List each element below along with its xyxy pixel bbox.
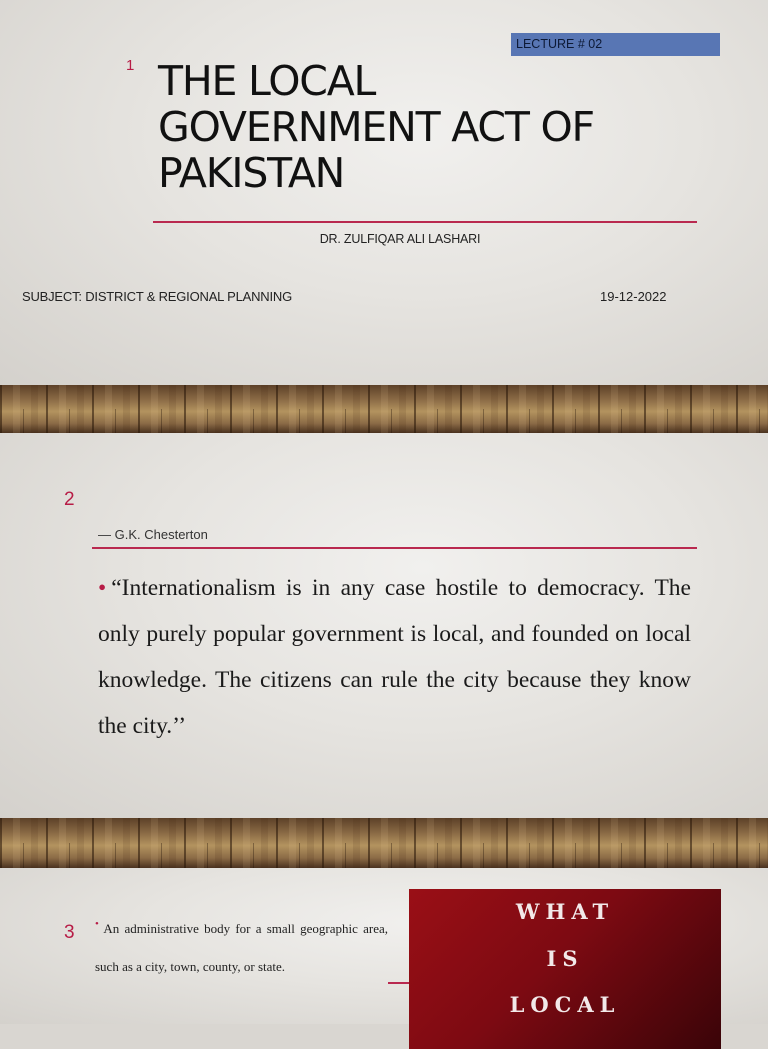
author-name: DR. ZULFIQAR ALI LASHARI [319, 232, 481, 246]
title-line: GOVERNMENT ACT OF [158, 103, 594, 151]
title-line: THE LOCAL [158, 57, 376, 105]
lecture-label: LECTURE # 02 [511, 33, 720, 56]
slide-title [158, 58, 718, 196]
heading-word: LOCAL [509, 992, 621, 1017]
quote-attribution: — G.K. Chesterton [98, 527, 208, 542]
definition-text: An administrative body for a small geographic area, such as a city, town, county, or state. [95, 921, 388, 974]
heading-word: IS [546, 946, 584, 971]
slide-number: 3 [64, 922, 75, 943]
heading-word: WHAT [515, 899, 615, 924]
quote-text: “Internationalism is in any case hostile to democracy. The only purely popular government is local, and founded on local knowledge. The citizens can rule the city because they know the city.’’ [98, 575, 691, 739]
title-line: PAKISTAN [158, 149, 345, 197]
quote-bullet [98, 565, 691, 749]
bullet-icon: • [95, 918, 99, 930]
title-divider [153, 221, 697, 223]
slide-1 [0, 0, 768, 385]
quote-divider [92, 547, 697, 549]
heading-connector [388, 982, 410, 984]
bullet-icon: • [98, 575, 107, 601]
subject-text: SUBJECT: DISTRICT & REGIONAL PLANNING [22, 289, 292, 304]
definition-bullet [95, 910, 388, 986]
slide-number: 2 [64, 489, 75, 510]
wooden-floor-divider [0, 818, 768, 868]
wooden-floor-divider [0, 385, 768, 433]
slide-number: 1 [126, 57, 135, 74]
heading-box [409, 889, 721, 1049]
lecture-date: 19-12-2022 [600, 289, 667, 304]
